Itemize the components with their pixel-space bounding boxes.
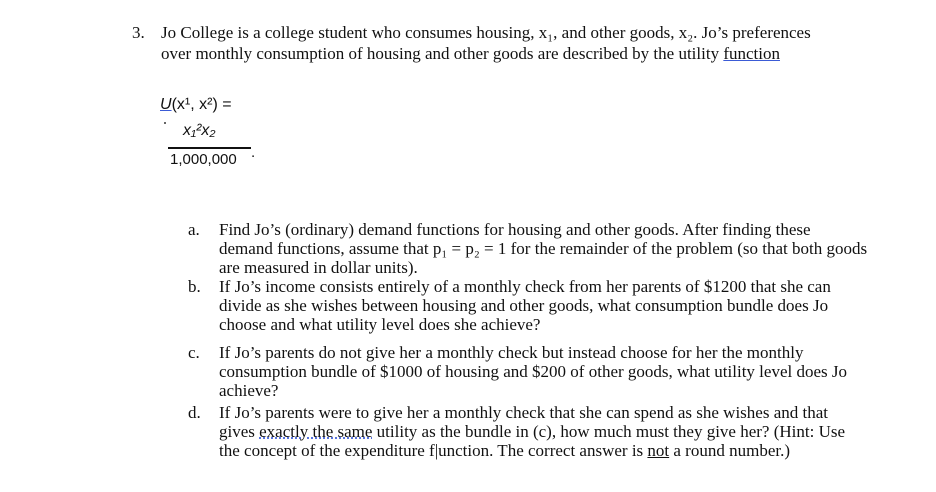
subpart-d-text <box>219 403 868 460</box>
subpart-a-label: a. <box>188 220 200 239</box>
subpart-a-text: Find Jo’s (ordinary) demand functions for housing and other goods. After finding these demand functions, assume that p₁ = p₂ = 1 for the remainder of the problem (so that both goods are measured in dollar units). <box>219 220 868 277</box>
question-intro-line2-text: over monthly consumption of housing and other goods are described by the utility <box>161 44 724 63</box>
question-intro <box>161 22 921 64</box>
subpart-c-label: c. <box>188 343 200 362</box>
formula-denominator: 1,000,000 <box>170 151 237 168</box>
subpart-d-text-2: utility as the bundle in (c), how much must they give her? (Hint: Use the concept of the expenditure f <box>219 422 846 460</box>
formula-utility-symbol: U <box>160 96 172 113</box>
stray-dot <box>164 122 166 124</box>
subpart-c-text: If Jo’s parents do not give her a monthly check but instead choose for her the monthly consumption bundle of $1000 of housing and $200 of other goods, what utility level does Jo achieve? <box>219 343 847 400</box>
subpart-d-label: d. <box>188 403 201 422</box>
subparts-list <box>188 220 868 463</box>
fraction-bar <box>168 147 251 149</box>
subpart-a <box>188 220 868 277</box>
grammar-flag-exactly-the-same[interactable]: exactly the same <box>259 422 373 441</box>
question-intro-line1: Jo College is a college student who consumes housing, x₁, and other goods, x₂. Jo’s preferences <box>161 23 811 42</box>
subpart-b <box>188 277 868 343</box>
subpart-d-text-3: unction. The correct answer is <box>438 441 648 460</box>
formula-numerator: x₁²x₂ <box>183 122 216 139</box>
subpart-b-label: b. <box>188 277 201 296</box>
subpart-b-text: If Jo’s income consists entirely of a monthly check from her parents of $1200 that she can divide as she wishes between housing and other goods, what consumption bundle does Jo choose and what utility level does she achieve? <box>219 277 831 334</box>
formula-lhs-args: (x¹, x²) = <box>171 96 232 113</box>
subpart-d-text-1: If Jo’s parents were to give her a monthly check that she can spend as she wishes and that gives <box>219 403 828 441</box>
formula-period: . <box>251 144 256 161</box>
text-cursor: | <box>434 441 439 460</box>
subpart-d <box>188 403 868 463</box>
question-intro-line2 <box>161 43 921 64</box>
question-number: 3. <box>132 23 145 42</box>
spellcheck-word-function[interactable]: function <box>723 44 780 63</box>
subpart-d-text-4: a round number.) <box>669 441 790 460</box>
subpart-c <box>188 343 868 403</box>
emphasis-not: not <box>647 441 670 460</box>
formula-lhs <box>160 96 232 114</box>
